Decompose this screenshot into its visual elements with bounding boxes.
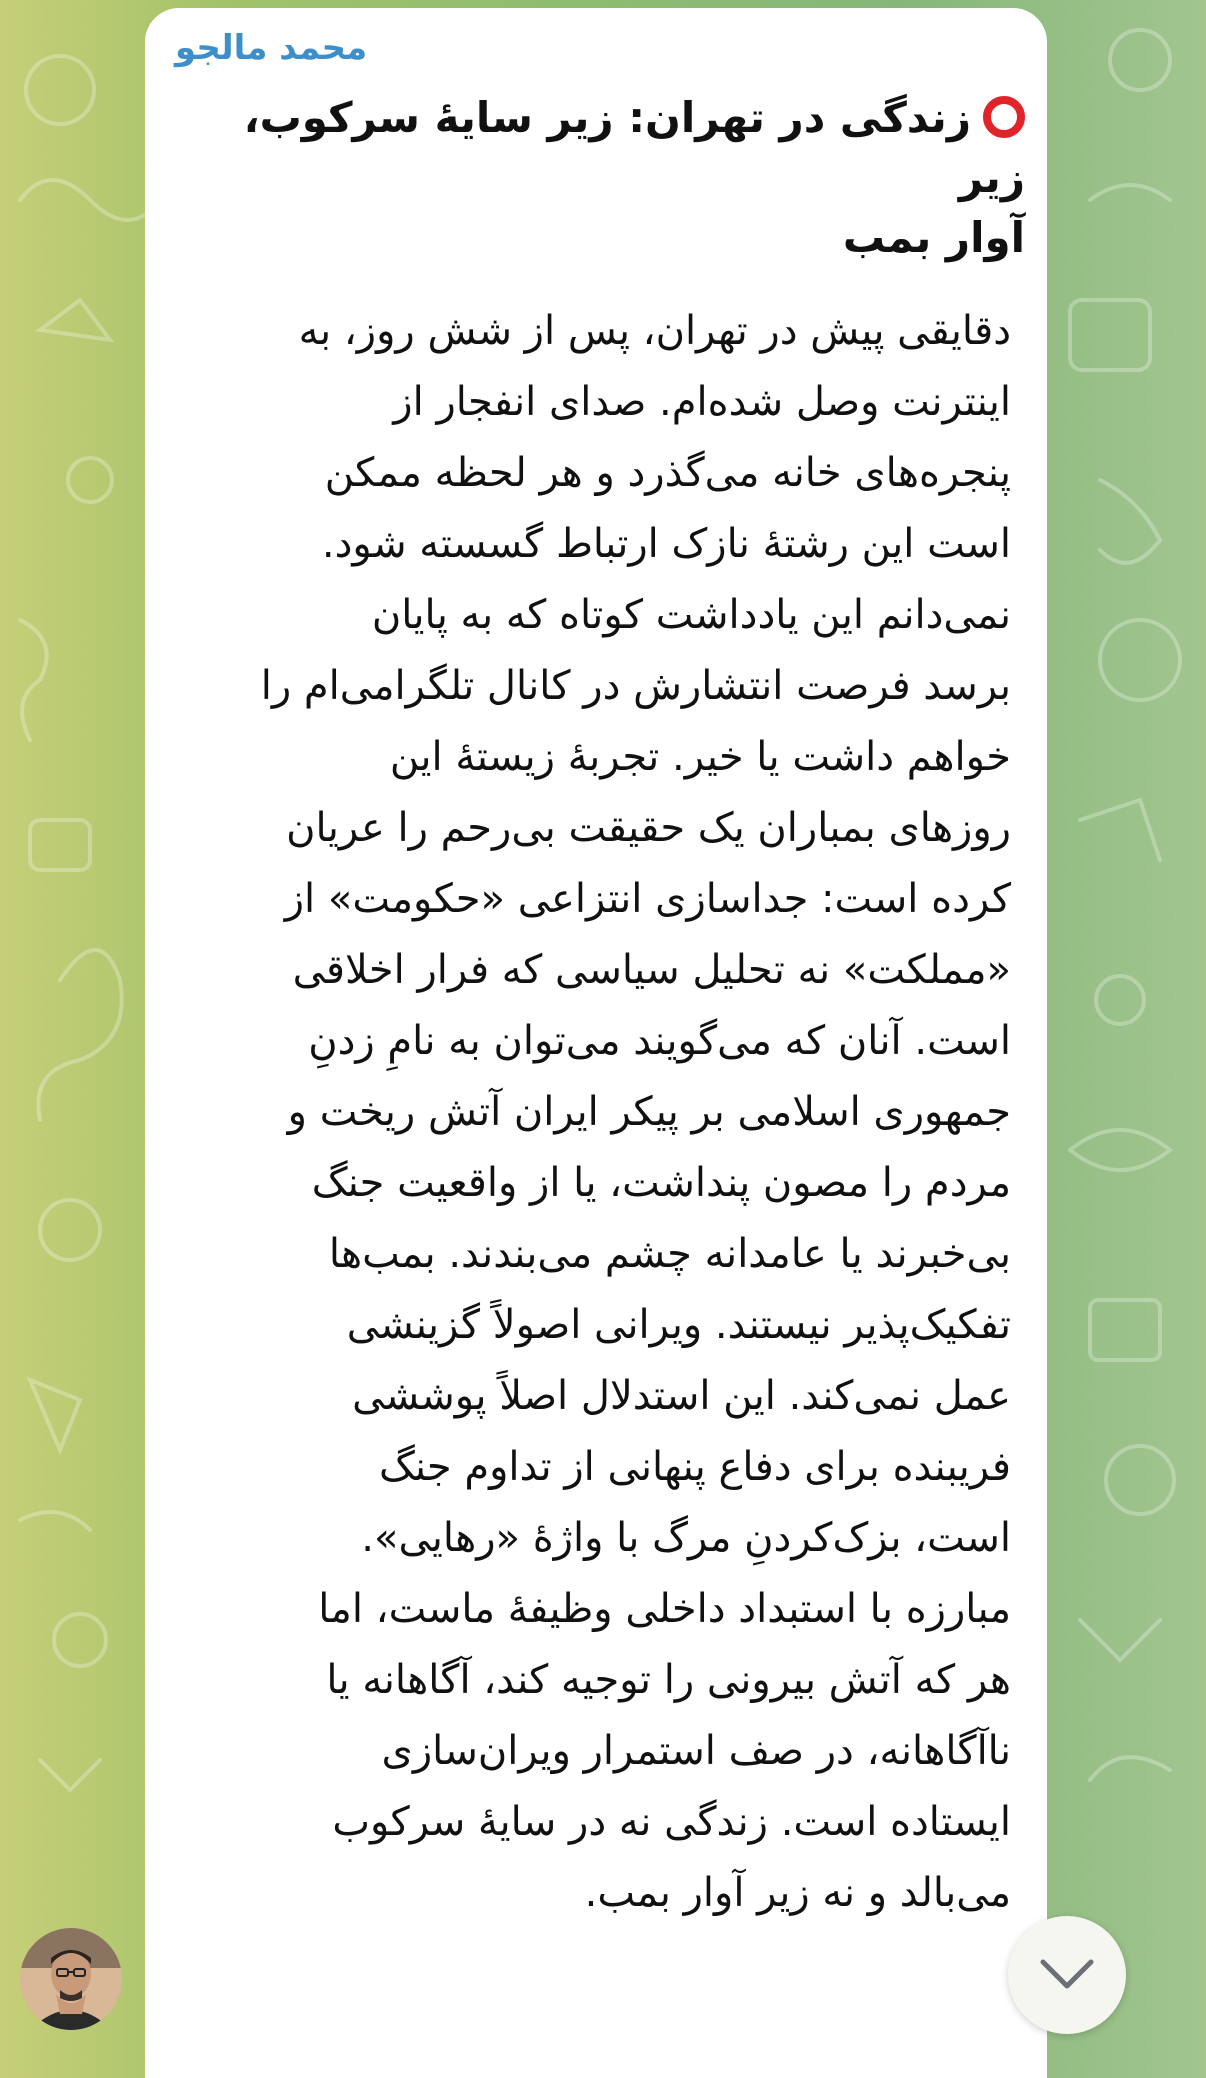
message-body-line: است، بزک‌کردنِ مرگ با واژهٔ «رهایی». — [361, 1515, 1011, 1561]
red-circle-icon — [983, 96, 1025, 138]
message-body-line: مردم را مصون پنداشت، یا از واقعیت جنگ — [311, 1160, 1011, 1206]
message-body-line: است. آنان که می‌گویند می‌توان به نامِ زدنِ — [308, 1018, 1011, 1064]
message-title-line-1: زندگی در تهران: زیر سایهٔ سرکوب، زیر — [243, 93, 1025, 202]
message-body-line: عمل نمی‌کند. این استدلال اصلاً پوششی — [352, 1373, 1011, 1419]
message-body-line: دقایقی پیش در تهران، پس از شش روز، به — [298, 308, 1011, 354]
message-body-line: خواهم داشت یا خیر. تجربهٔ زیستهٔ این — [389, 734, 1011, 780]
message-body-line: برسد فرصت انتشارش در کانال تلگرامی‌ام را — [260, 663, 1011, 709]
message-body-line: فریبنده برای دفاع پنهانی از تداوم جنگ — [379, 1444, 1011, 1490]
message-body-line: می‌بالد و نه زیر آوار بمب. — [584, 1870, 1011, 1916]
message-body-line: روزهای بمباران یک حقیقت بی‌رحم را عریان — [286, 805, 1011, 851]
message-bubble[interactable] — [145, 8, 1047, 2078]
message-body-line: ایستاده است. زندگی نه در سایهٔ سرکوب — [332, 1799, 1011, 1845]
scroll-down-button[interactable] — [1008, 1916, 1126, 2034]
message-body-line: اینترنت وصل شده‌ام. صدای انفجار از — [393, 379, 1011, 425]
message-body — [191, 296, 1011, 1929]
chevron-down-icon — [1039, 1958, 1095, 1992]
message-body-line: پنجره‌های خانه می‌گذرد و هر لحظه ممکن — [324, 450, 1011, 496]
message-body-line: کرده است: جداسازی انتزاعی «حکومت» از — [284, 876, 1011, 922]
avatar-portrait-icon — [20, 1928, 122, 2030]
sender-name[interactable]: محمد مالجو — [175, 28, 368, 68]
message-body-line: است این رشتهٔ نازک ارتباط گسسته شود. — [321, 521, 1011, 567]
message-body-line: جمهوری اسلامی بر پیکر ایران آتش ریخت و — [287, 1089, 1011, 1135]
message-body-line: هر که آتش بیرونی را توجیه کند، آگاهانه یا — [326, 1657, 1011, 1703]
message-title — [185, 88, 1025, 268]
message-body-line: تفکیک‌پذیر نیستند. ویرانی اصولاً گزینشی — [346, 1302, 1011, 1348]
message-body-line: بی‌خبرند یا عامدانه چشم می‌بندند. بمب‌ها — [328, 1231, 1011, 1277]
sender-avatar[interactable] — [20, 1928, 122, 2030]
message-body-line: مبارزه با استبداد داخلی وظیفهٔ ماست، اما — [318, 1586, 1011, 1632]
message-body-line: «مملکت» نه تحلیل سیاسی که فرار اخلاقی — [292, 947, 1011, 993]
message-body-line: نمی‌دانم این یادداشت کوتاه که به پایان — [371, 592, 1011, 638]
message-title-line-2: آوار بمب — [842, 213, 1025, 262]
message-body-line: ناآگاهانه، در صف استمرار ویران‌سازی — [381, 1728, 1011, 1774]
